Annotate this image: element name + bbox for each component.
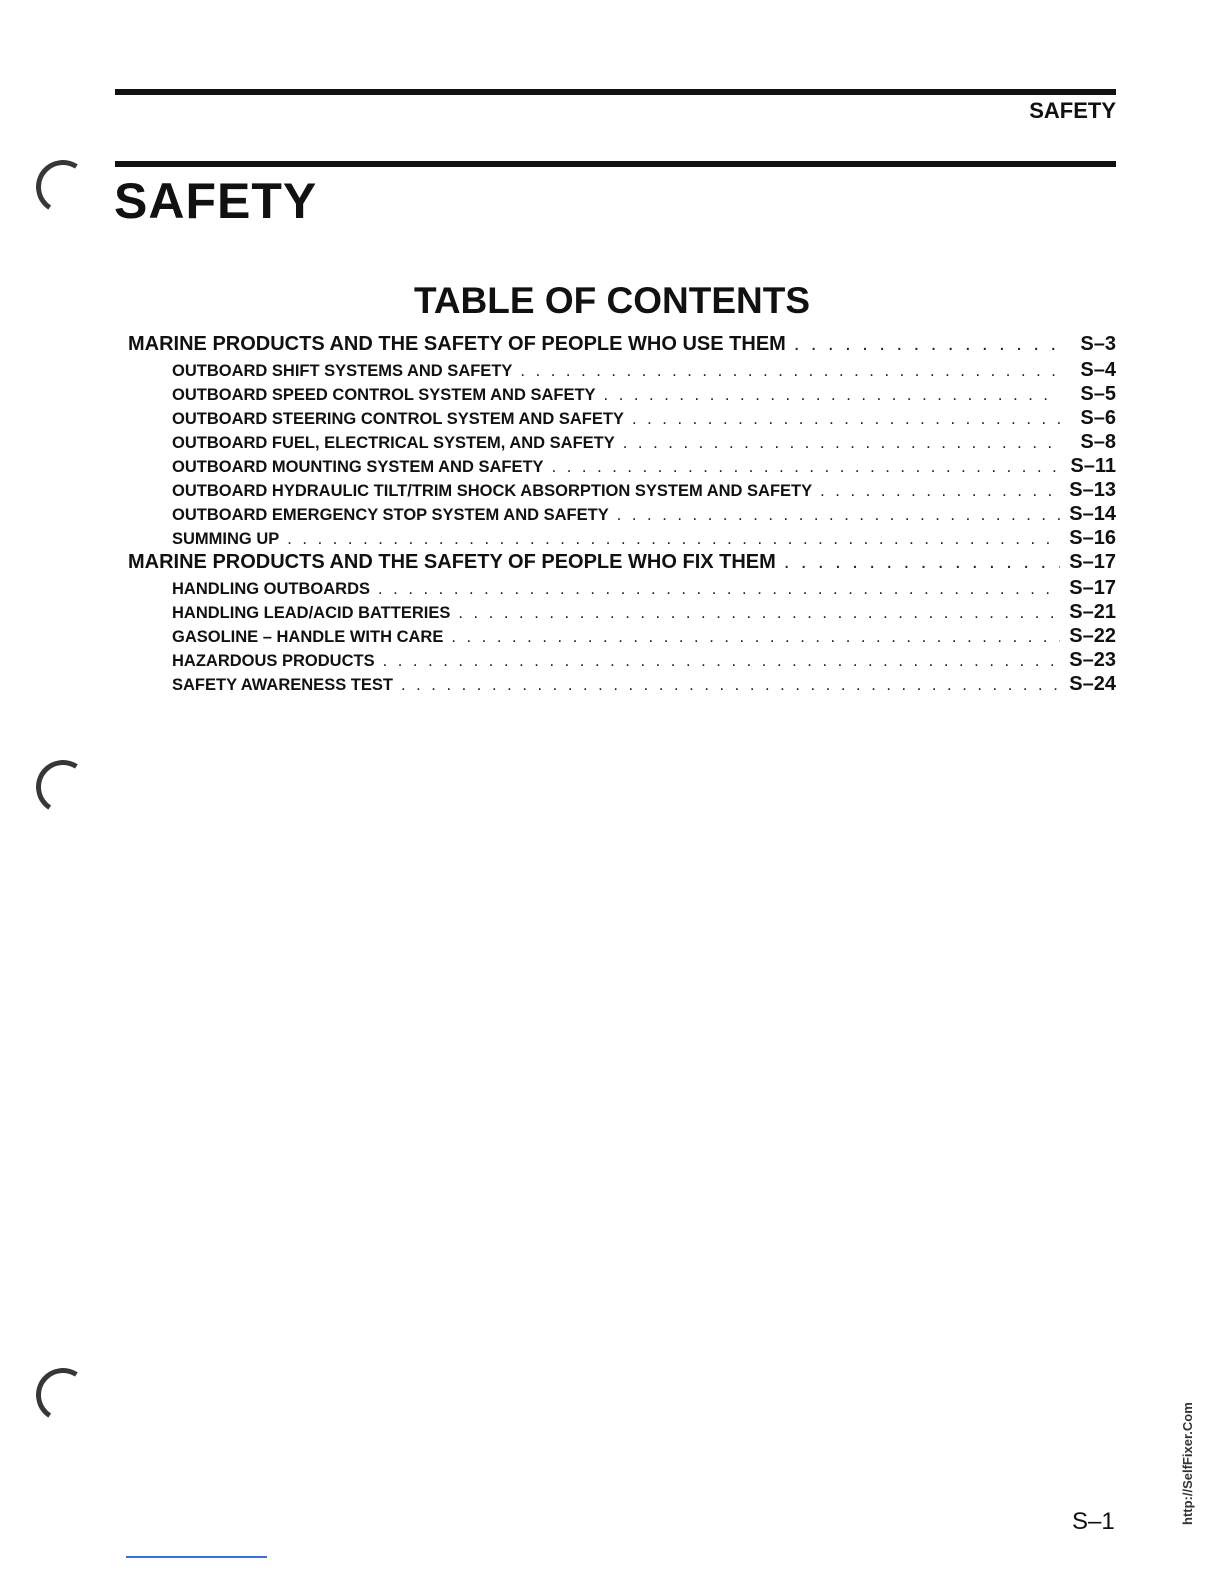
toc-entry-label: SUMMING UP [172, 530, 280, 548]
header-rule-top [115, 89, 1116, 95]
watermark-url: http://SelfFixer.Com [1180, 1402, 1195, 1525]
dot-leader [623, 434, 1060, 453]
running-header: SAFETY [1029, 98, 1116, 123]
dot-leader [632, 410, 1060, 429]
toc-entry-page: S–23 [1069, 649, 1116, 671]
toc-entry[interactable] [128, 577, 1116, 601]
toc-entry[interactable] [128, 359, 1116, 383]
chapter-title: SAFETY [114, 173, 318, 229]
dot-leader [287, 530, 1060, 549]
toc-entry-label: HAZARDOUS PRODUCTS [172, 652, 375, 670]
toc-entry-page: S–14 [1069, 503, 1116, 525]
toc-entry-page: S–3 [1080, 333, 1116, 355]
toc-entry-page: S–5 [1080, 383, 1116, 405]
dot-leader [617, 506, 1060, 525]
toc-entry-page: S–16 [1069, 527, 1116, 549]
header-rule-bottom [115, 161, 1116, 167]
dot-leader [378, 580, 1060, 599]
toc-entry-label: OUTBOARD STEERING CONTROL SYSTEM AND SAFETY [172, 410, 624, 428]
toc-entry-label: SAFETY AWARENESS TEST [172, 676, 393, 694]
toc-entry[interactable] [128, 479, 1116, 503]
toc-entry[interactable] [128, 383, 1116, 407]
dot-leader [784, 551, 1060, 574]
toc-entry[interactable] [128, 601, 1116, 625]
toc-entry-page: S–8 [1080, 431, 1116, 453]
toc-entry-label: OUTBOARD SHIFT SYSTEMS AND SAFETY [172, 362, 513, 380]
binder-hole-mark [31, 155, 95, 219]
toc-entry-label: OUTBOARD SPEED CONTROL SYSTEM AND SAFETY [172, 386, 596, 404]
dot-leader [401, 676, 1060, 695]
toc-entry[interactable] [128, 649, 1116, 673]
toc-entry-page: S–4 [1080, 359, 1116, 381]
toc-entry[interactable] [128, 431, 1116, 455]
page-number: S–1 [1072, 1508, 1115, 1535]
toc-title: TABLE OF CONTENTS [413, 280, 810, 321]
dot-leader [451, 628, 1060, 647]
toc-entry-label: MARINE PRODUCTS AND THE SAFETY OF PEOPLE WHO FIX THEM [128, 551, 776, 573]
toc-entry-page: S–22 [1069, 625, 1116, 647]
toc-entry-label: GASOLINE – HANDLE WITH CARE [172, 628, 444, 646]
toc-entry-page: S–24 [1069, 673, 1116, 695]
toc-entry-page: S–21 [1069, 601, 1116, 623]
toc-entry-page: S–11 [1070, 455, 1116, 477]
table-of-contents [128, 333, 1116, 697]
toc-entry[interactable] [128, 673, 1116, 697]
binder-hole-mark [31, 1363, 95, 1427]
toc-entry-label: OUTBOARD HYDRAULIC TILT/TRIM SHOCK ABSORPTION SYSTEM AND SAFETY [172, 482, 813, 500]
link-underline [126, 1556, 267, 1558]
toc-entry-label: OUTBOARD FUEL, ELECTRICAL SYSTEM, AND SAFETY [172, 434, 615, 452]
toc-entry[interactable] [128, 333, 1116, 359]
toc-entry-label: HANDLING LEAD/ACID BATTERIES [172, 604, 451, 622]
toc-entry[interactable] [128, 503, 1116, 527]
toc-entry-label: OUTBOARD MOUNTING SYSTEM AND SAFETY [172, 458, 544, 476]
dot-leader [820, 482, 1060, 501]
toc-entry[interactable] [128, 625, 1116, 649]
toc-entry[interactable] [128, 407, 1116, 431]
toc-entry-page: S–17 [1069, 551, 1116, 573]
toc-entry-page: S–17 [1069, 577, 1116, 599]
dot-leader [458, 604, 1060, 623]
toc-entry-page: S–13 [1069, 479, 1116, 501]
toc-entry[interactable] [128, 455, 1116, 479]
toc-entry-label: OUTBOARD EMERGENCY STOP SYSTEM AND SAFETY [172, 506, 609, 524]
toc-entry-label: MARINE PRODUCTS AND THE SAFETY OF PEOPLE WHO USE THEM [128, 333, 786, 355]
dot-leader [794, 333, 1060, 356]
toc-entry-label: HANDLING OUTBOARDS [172, 580, 370, 598]
dot-leader [552, 458, 1060, 477]
dot-leader [604, 386, 1060, 405]
toc-entry[interactable] [128, 551, 1116, 577]
toc-entry[interactable] [128, 527, 1116, 551]
binder-hole-mark [31, 755, 95, 819]
toc-entry-page: S–6 [1080, 407, 1116, 429]
dot-leader [520, 362, 1060, 381]
dot-leader [383, 652, 1060, 671]
